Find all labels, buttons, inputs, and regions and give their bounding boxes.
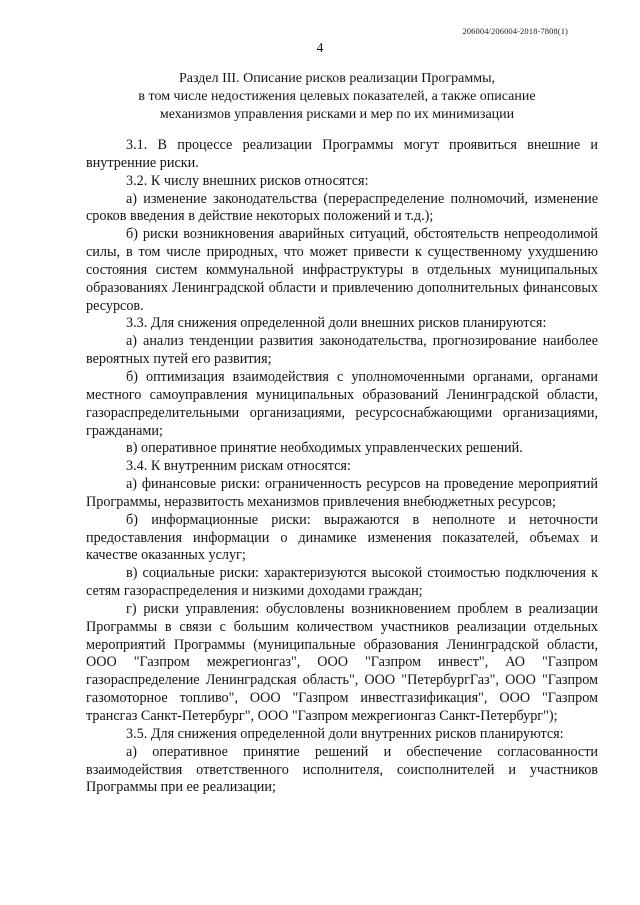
paragraph-3-2-a: а) изменение законодательства (перераспределение полномочий, изменение сроков введения в действие некоторых положений и т.д.); — [86, 190, 598, 225]
paragraph-3-4-c: в) социальные риски: характеризуются высокой стоимостью подключения к сетям газораспределения и низкими доходами граждан; — [86, 565, 598, 600]
section-heading — [100, 70, 574, 124]
paragraph-3-4-b: б) информационные риски: выражаются в неполноте и неточности предоставления информации о динамике изменения показателей, объемах и качестве оказанных услуг; — [86, 511, 598, 564]
paragraph-3-5: 3.5. Для снижения определенной доли внутренних рисков планируются: — [126, 725, 564, 742]
paragraph-3-3-a: а) анализ тенденции развития законодательства, прогнозирование наиболее вероятных путей его развития; — [86, 333, 598, 368]
page-number: 4 — [316, 40, 324, 55]
paragraph-3-3-c: в) оперативное принятие необходимых управленческих решений. — [126, 440, 523, 457]
paragraph-3-4-d: г) риски управления: обусловлены возникновением проблем в реализации Программы в связи с большим количеством участников реализации отдельных мероприятий Программы (муниципальные образования Ленинградской области, ООО "Газпром межрегионгаз", ООО "Газпром инвест", АО "Газпром газораспределение Ленинградская область", ООО "ПетербургГаз", ООО "Газпром газомоторное топливо", ООО "Газпром инвестгазификация", ООО "Газпром трансгаз Санкт-Петербург", ООО "Газпром межрегионгаз Санкт-Петербург"); — [86, 600, 598, 724]
paragraph-3-5-a: а) оперативное принятие решений и обеспечение согласованности взаимодействия ответственного исполнителя, соисполнителей и участников Программы при ее реализации; — [86, 743, 598, 796]
heading-line-1: Раздел III. Описание рисков реализации Программы, — [179, 71, 495, 86]
heading-line-2: в том числе недостижения целевых показателей, а также описание — [138, 89, 536, 104]
paragraph-3-3: 3.3. Для снижения определенной доли внешних рисков планируются: — [126, 315, 547, 332]
paragraph-3-2-b: б) риски возникновения аварийных ситуаций, обстоятельств непреодолимой силы, в том числе природных, что может привести к существенному ухудшению состояния систем коммунальной инфраструктуры в отдельных муниципальных образованиях Ленинградской области и привлечению дополнительных финансовых ресурсов. — [86, 226, 598, 314]
paragraph-3-3-b: б) оптимизация взаимодействия с уполномоченными органами, органами местного самоуправления муниципальных образований Ленинградской области, газораспределительными организациями, ресурсоснабжающими организациями, гражданами; — [86, 368, 598, 439]
paragraph-3-4: 3.4. К внутренним рискам относятся: — [126, 458, 351, 475]
document-id: 206004/206004-2018-7808(1) — [462, 26, 568, 36]
paragraph-3-4-a: а) финансовые риски: ограниченность ресурсов на проведение мероприятий Программы, неразвитость механизмов привлечения внебюджетных ресурсов; — [86, 476, 598, 510]
paragraph-3-2: 3.2. К числу внешних рисков относятся: — [126, 172, 369, 189]
heading-line-3: механизмов управления рисками и мер по их минимизации — [159, 107, 515, 122]
document-body — [86, 137, 598, 797]
paragraph-3-1: 3.1. В процессе реализации Программы могут проявиться внешние и внутренние риски. — [86, 137, 598, 171]
